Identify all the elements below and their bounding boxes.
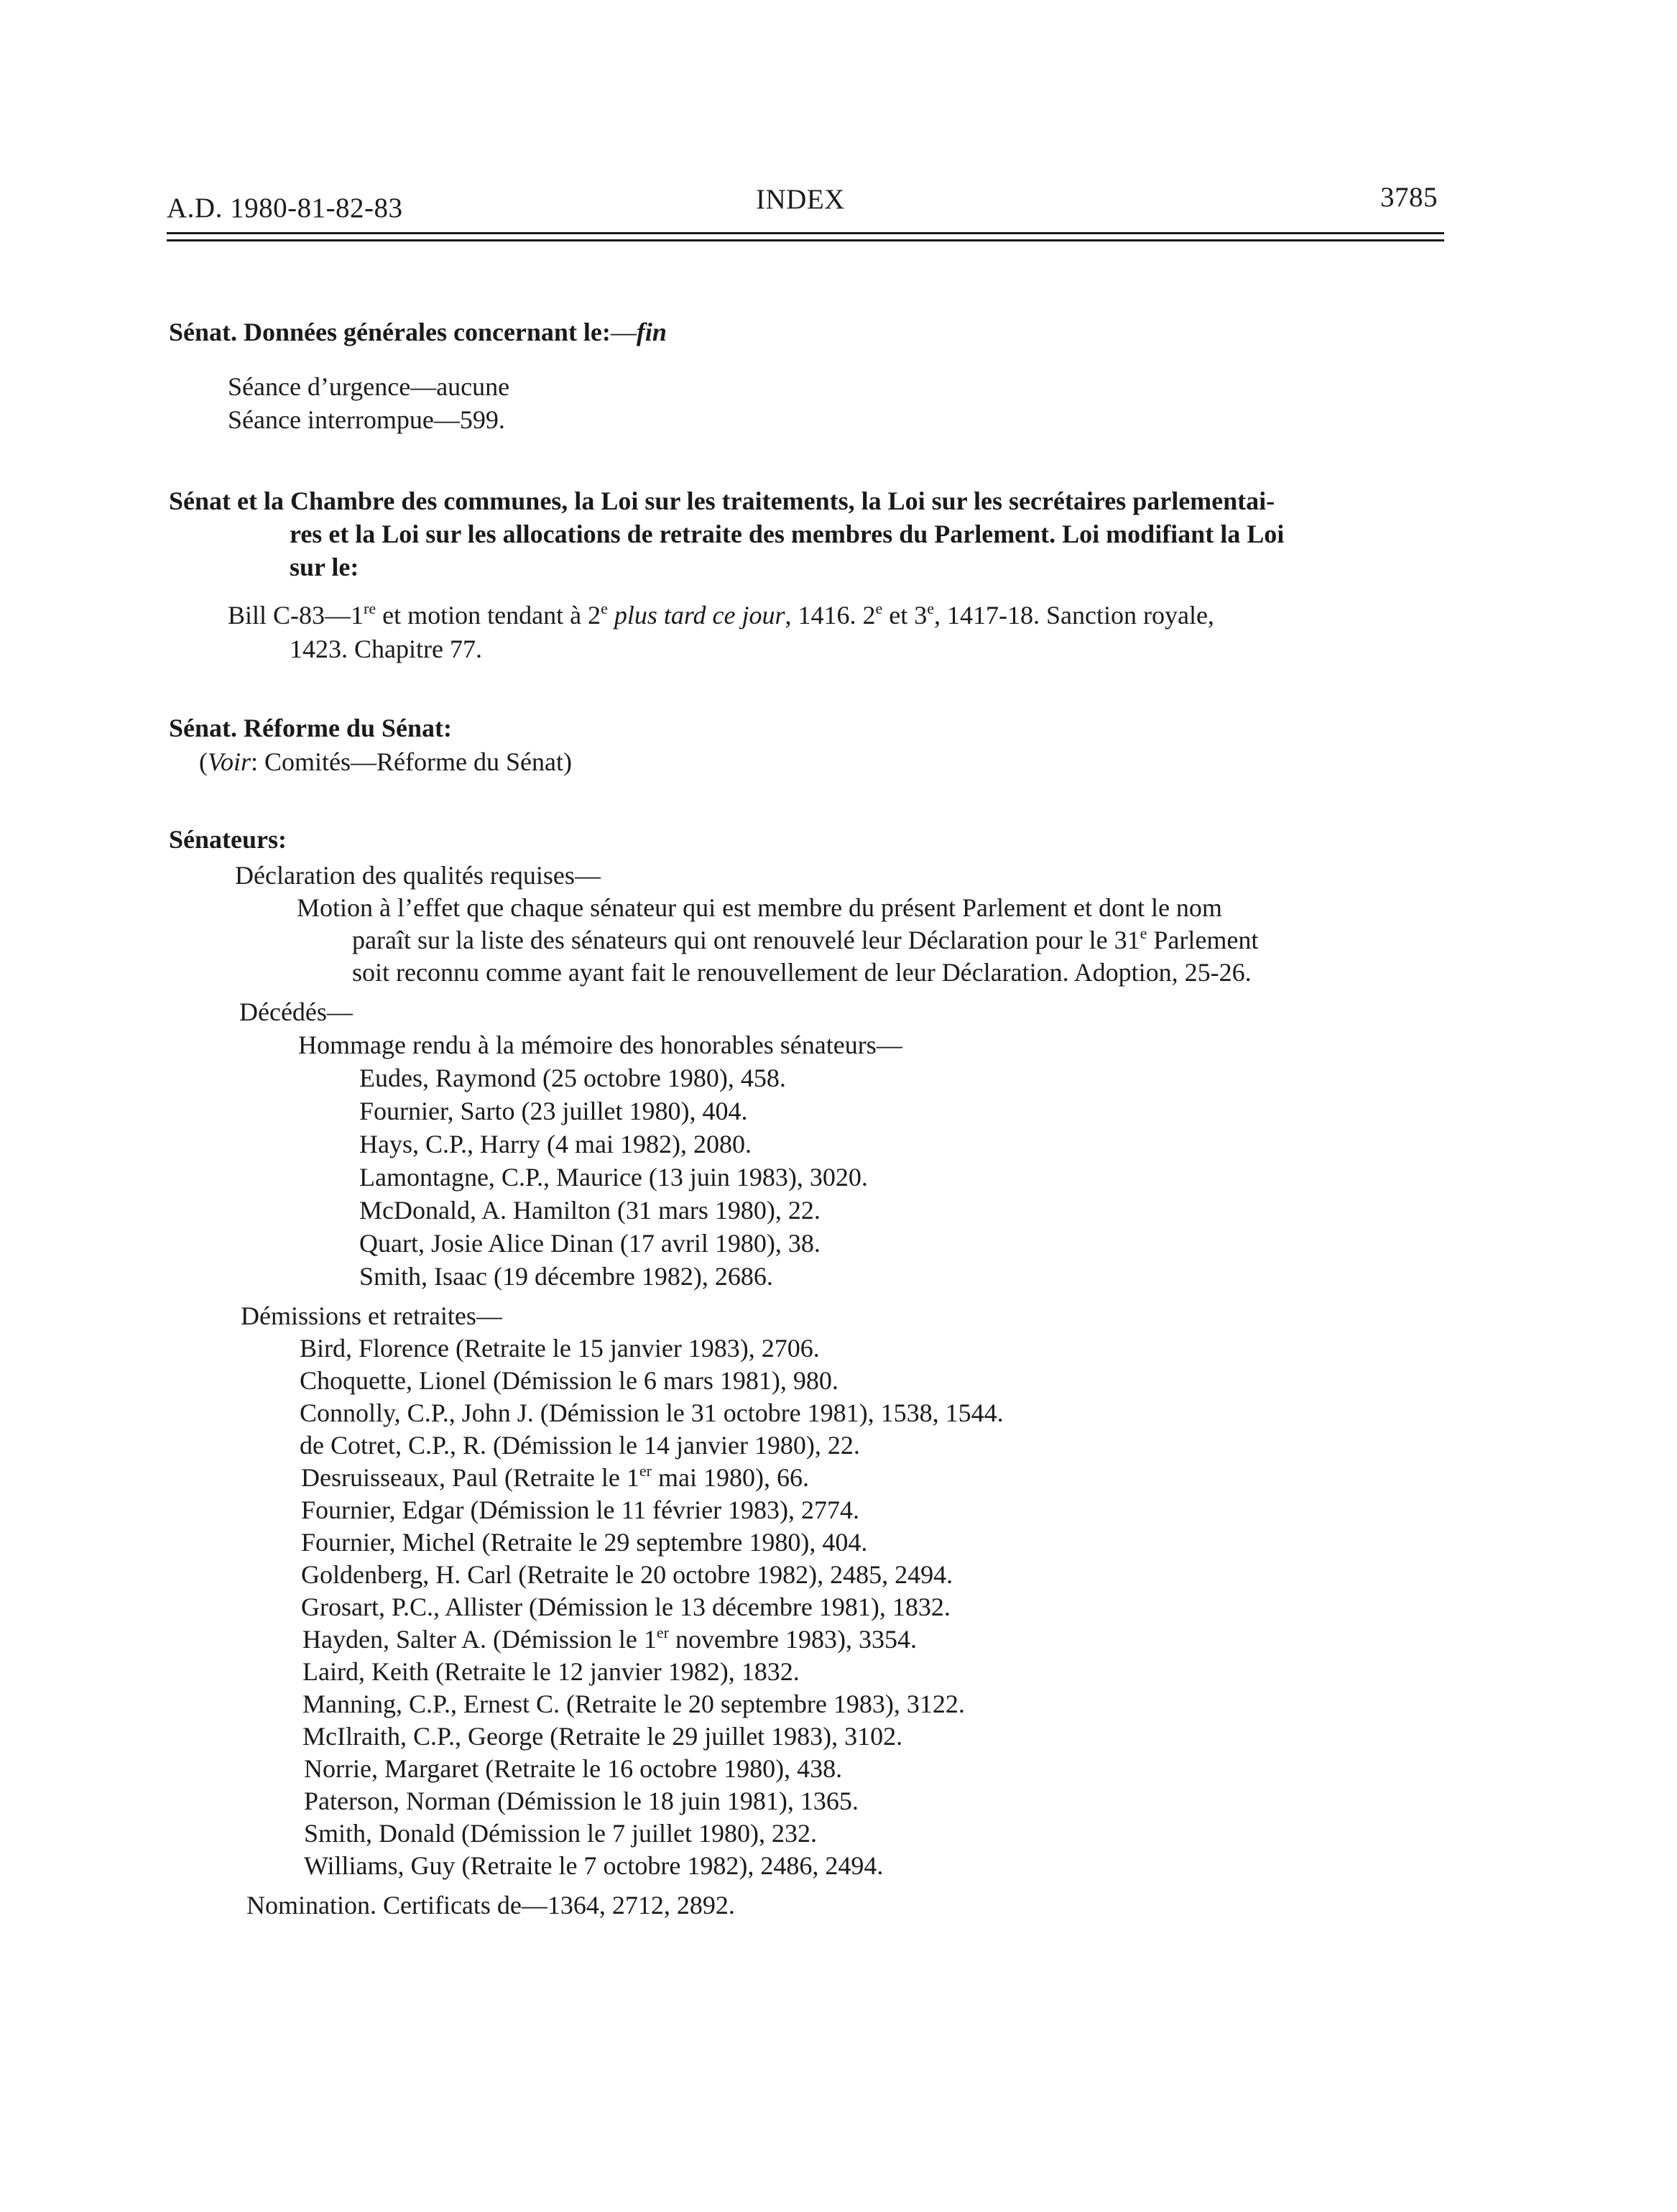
subentry: Séance interrompue—599. bbox=[228, 405, 505, 434]
page-number: 3785 bbox=[1380, 182, 1438, 213]
resigned-senator-item: Connolly, C.P., John J. (Démission le 31 octobre 1981), 1538, 1544. bbox=[300, 1398, 1004, 1427]
resigned-senator-item: Smith, Donald (Démission le 7 juillet 1980), 232. bbox=[304, 1819, 817, 1848]
entry-heading-senat-donnees: Sénat. Données générales concernant le:—fin bbox=[169, 318, 667, 346]
resigned-senator-item: Fournier, Michel (Retraite le 29 septembre 1980), 404. bbox=[301, 1528, 868, 1557]
entry-heading-senateurs: Sénateurs: bbox=[169, 825, 287, 854]
motion-line: paraît sur la liste des sénateurs qui ont renouvelé leur Déclaration pour le 31e Parlement bbox=[352, 924, 1259, 954]
resigned-senator-item: Manning, C.P., Ernest C. (Retraite le 20 septembre 1983), 3122. bbox=[302, 1690, 965, 1718]
header-rule-bottom bbox=[167, 239, 1444, 241]
entry-heading-senat-chambre: Sénat et la Chambre des communes, la Loi sur les traitements, la Loi sur les secrétaires parlementai- bbox=[169, 487, 1275, 515]
entry-heading-reforme: Sénat. Réforme du Sénat: bbox=[169, 714, 452, 742]
resigned-senator-item: Grosart, P.C., Allister (Démission le 13 décembre 1981), 1832. bbox=[301, 1593, 951, 1621]
deceased-senator-item: Smith, Isaac (19 décembre 1982), 2686. bbox=[359, 1262, 773, 1291]
deceased-senator-item: Lamontagne, C.P., Maurice (13 juin 1983), 3020. bbox=[359, 1163, 868, 1192]
subentry: Séance d’urgence—aucune bbox=[228, 372, 510, 401]
resigned-senator-item: Williams, Guy (Retraite le 7 octobre 1982), 2486, 2494. bbox=[304, 1851, 884, 1880]
running-header-title: INDEX bbox=[756, 184, 845, 215]
resigned-senator-item: Hayden, Salter A. (Démission le 1er novembre 1983), 3354. bbox=[302, 1623, 917, 1654]
subheading-hommage: Hommage rendu à la mémoire des honorables sénateurs— bbox=[298, 1031, 902, 1059]
cross-reference: (Voir: Comités—Réforme du Sénat) bbox=[199, 747, 572, 776]
deceased-senator-item: Hays, C.P., Harry (4 mai 1982), 2080. bbox=[359, 1130, 752, 1158]
resigned-senator-item: Goldenberg, H. Carl (Retraite le 20 octobre 1982), 2485, 2494. bbox=[301, 1560, 953, 1589]
bill-c83-entry: Bill C-83—1re et motion tendant à 2e plus tard ce jour, 1416. 2e et 3e, 1417-18. Sanction royale, bbox=[228, 599, 1214, 630]
running-header-years: A.D. 1980-81-82-83 bbox=[167, 193, 403, 223]
resigned-senator-item: Paterson, Norman (Démission le 18 juin 1981), 1365. bbox=[304, 1787, 859, 1815]
resigned-senator-item: Norrie, Margaret (Retraite le 16 octobre 1980), 438. bbox=[304, 1754, 843, 1783]
deceased-senator-item: Eudes, Raymond (25 octobre 1980), 458. bbox=[359, 1064, 786, 1092]
resigned-senator-item: Fournier, Edgar (Démission le 11 février 1983), 2774. bbox=[301, 1496, 860, 1524]
header-rule-top bbox=[167, 232, 1444, 234]
motion-line: soit reconnu comme ayant fait le renouvellement de leur Déclaration. Adoption, 25-26. bbox=[352, 958, 1252, 987]
subheading-demissions: Démissions et retraites— bbox=[241, 1301, 502, 1330]
deceased-senator-item: McDonald, A. Hamilton (31 mars 1980), 22. bbox=[359, 1196, 821, 1225]
subheading-nomination: Nomination. Certificats de—1364, 2712, 2892. bbox=[246, 1891, 735, 1920]
resigned-senator-item: Desruisseaux, Paul (Retraite le 1er mai 1980), 66. bbox=[301, 1462, 809, 1492]
resigned-senator-item: McIlraith, C.P., George (Retraite le 29 juillet 1983), 3102. bbox=[302, 1722, 903, 1751]
bill-c83-entry-continued: 1423. Chapitre 77. bbox=[290, 635, 482, 663]
entry-heading-continued: sur le: bbox=[290, 553, 359, 581]
resigned-senator-item: de Cotret, C.P., R. (Démission le 14 janvier 1980), 22. bbox=[300, 1431, 860, 1460]
subheading-decedes: Décédés— bbox=[239, 997, 353, 1026]
deceased-senator-item: Fournier, Sarto (23 juillet 1980), 404. bbox=[359, 1097, 748, 1125]
subheading-declaration: Déclaration des qualités requises— bbox=[235, 861, 601, 890]
motion-line: Motion à l’effet que chaque sénateur qui est membre du présent Parlement et dont le nom bbox=[297, 893, 1222, 922]
deceased-senator-item: Quart, Josie Alice Dinan (17 avril 1980), 38. bbox=[359, 1229, 821, 1258]
resigned-senator-item: Laird, Keith (Retraite le 12 janvier 1982), 1832. bbox=[302, 1657, 800, 1686]
entry-heading-continued: res et la Loi sur les allocations de retraite des membres du Parlement. Loi modifiant la Loi bbox=[290, 520, 1285, 548]
resigned-senator-item: Choquette, Lionel (Démission le 6 mars 1981), 980. bbox=[300, 1366, 839, 1395]
resigned-senator-item: Bird, Florence (Retraite le 15 janvier 1983), 2706. bbox=[300, 1334, 820, 1363]
